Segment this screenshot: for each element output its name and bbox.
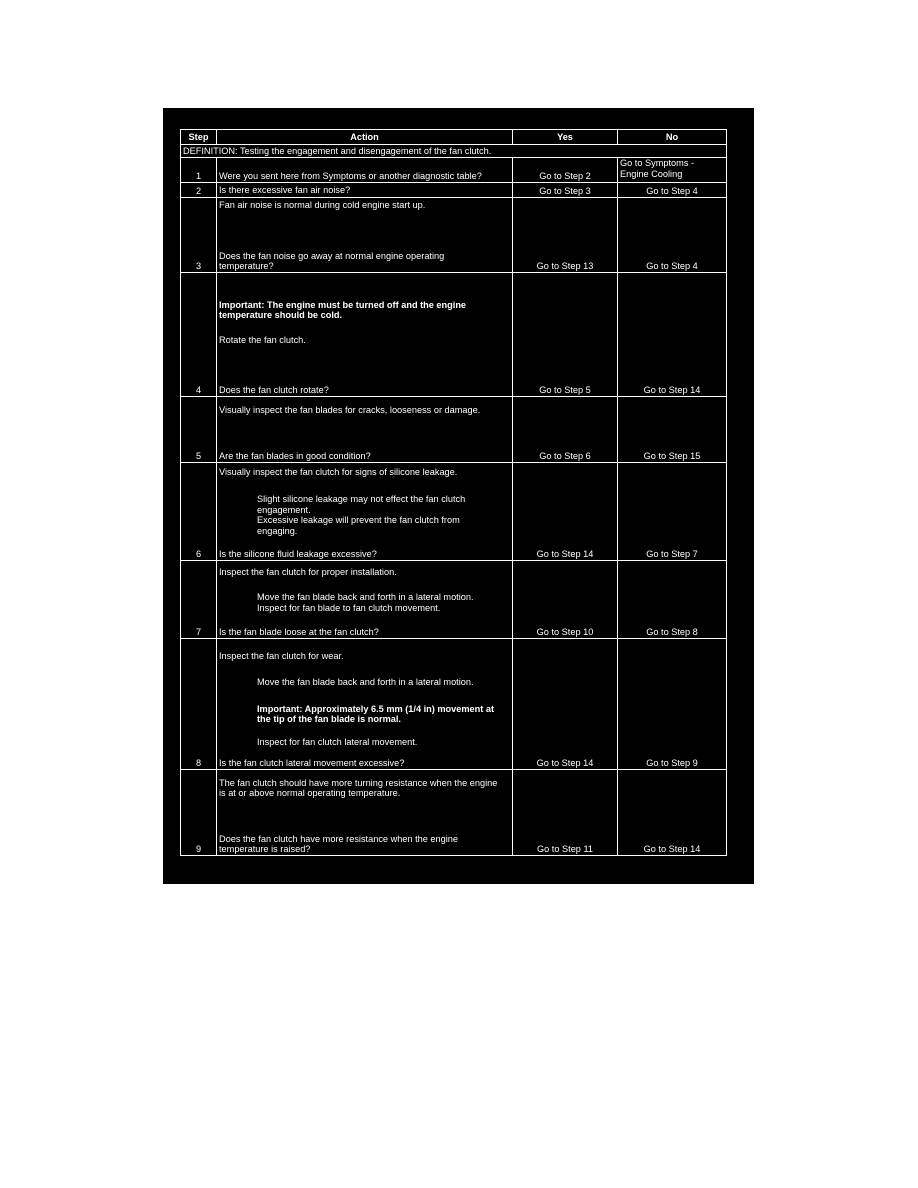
- action-text: Does the fan clutch rotate?: [219, 385, 329, 396]
- yes-cell: Go to Step 11: [513, 770, 618, 856]
- action-text: Move the fan blade back and forth in a lateral motion.: [257, 677, 474, 688]
- action-text: Inspect for fan clutch lateral movement.: [257, 736, 418, 747]
- action-cell: [217, 463, 513, 561]
- table-row: [181, 158, 727, 183]
- no-cell: Go to Step 7: [618, 463, 727, 561]
- action-text: is at or above normal operating temperature.: [219, 788, 401, 799]
- action-text: Fan air noise is normal during cold engine start up.: [219, 200, 426, 211]
- action-text: the tip of the fan blade is normal.: [257, 714, 401, 725]
- header-no: No: [618, 130, 727, 145]
- action-text: temperature?: [219, 261, 274, 272]
- table-row: [181, 463, 727, 561]
- action-cell: [217, 158, 513, 183]
- action-text: Slight silicone leakage may not effect the fan clutch: [257, 494, 466, 505]
- action-text: Does the fan clutch have more resistance when the engine: [219, 833, 459, 844]
- action-text: Were you sent here from Symptoms or another diagnostic table?: [219, 171, 482, 182]
- action-text: Is the fan blade loose at the fan clutch?: [219, 627, 379, 638]
- action-text: Is the fan clutch lateral movement excessive?: [219, 758, 405, 769]
- action-text: Does the fan noise go away at normal engine operating: [219, 250, 445, 261]
- table-row: [181, 770, 727, 856]
- yes-cell: Go to Step 10: [513, 561, 618, 639]
- yes-cell: Go to Step 2: [513, 158, 618, 183]
- action-cell: [217, 397, 513, 463]
- table-row: [181, 198, 727, 273]
- yes-cell: Go to Step 13: [513, 198, 618, 273]
- step-number: 9: [181, 770, 217, 856]
- action-cell: [217, 183, 513, 198]
- action-cell: [217, 561, 513, 639]
- table-row: [181, 273, 727, 397]
- action-text: temperature is raised?: [219, 844, 311, 855]
- action-cell: [217, 273, 513, 397]
- action-text: Inspect the fan clutch for wear.: [219, 651, 344, 662]
- no-text: Engine Cooling: [620, 168, 683, 179]
- step-number: 5: [181, 397, 217, 463]
- table-row: [181, 639, 727, 770]
- step-number: 6: [181, 463, 217, 561]
- document-panel: [163, 108, 754, 884]
- table-row: [181, 183, 727, 198]
- action-text: Important: Approximately 6.5 mm (1/4 in) movement at: [257, 703, 495, 714]
- yes-cell: Go to Step 3: [513, 183, 618, 198]
- table-row: [181, 561, 727, 639]
- no-cell: Go to Step 9: [618, 639, 727, 770]
- no-cell: [618, 158, 727, 183]
- action-cell: [217, 198, 513, 273]
- action-text: The fan clutch should have more turning resistance when the engine: [219, 777, 498, 788]
- step-number: 3: [181, 198, 217, 273]
- action-text: Is the silicone fluid leakage excessive?: [219, 549, 377, 560]
- action-text: Is there excessive fan air noise?: [219, 184, 351, 195]
- definition-row: [181, 145, 727, 158]
- yes-cell: Go to Step 6: [513, 397, 618, 463]
- definition-text: DEFINITION: Testing the engagement and disengagement of the fan clutch.: [181, 145, 727, 158]
- action-text: Are the fan blades in good condition?: [219, 451, 371, 462]
- step-number: 1: [181, 158, 217, 183]
- action-text: Visually inspect the fan blades for cracks, looseness or damage.: [219, 404, 481, 415]
- action-text: Excessive leakage will prevent the fan clutch from: [257, 515, 460, 526]
- action-text: Inspect the fan clutch for proper installation.: [219, 566, 397, 577]
- header-row: [181, 130, 727, 145]
- no-cell: Go to Step 14: [618, 770, 727, 856]
- no-text: Go to Symptoms -: [620, 158, 695, 168]
- step-number: 7: [181, 561, 217, 639]
- action-text: Move the fan blade back and forth in a lateral motion.: [257, 592, 474, 603]
- action-text: Important: The engine must be turned off and the engine: [219, 299, 467, 310]
- action-text: temperature should be cold.: [219, 310, 343, 321]
- yes-cell: Go to Step 5: [513, 273, 618, 397]
- action-text: Inspect for fan blade to fan clutch movement.: [257, 602, 441, 613]
- yes-cell: Go to Step 14: [513, 463, 618, 561]
- action-text: Visually inspect the fan clutch for signs of silicone leakage.: [219, 467, 458, 478]
- yes-cell: Go to Step 14: [513, 639, 618, 770]
- header-action: Action: [217, 130, 513, 145]
- diagnostic-table: [180, 129, 727, 856]
- no-cell: Go to Step 4: [618, 183, 727, 198]
- step-number: 4: [181, 273, 217, 397]
- table-row: [181, 397, 727, 463]
- step-number: 8: [181, 639, 217, 770]
- step-number: 2: [181, 183, 217, 198]
- action-text: engaging.: [257, 525, 298, 536]
- action-text: engagement.: [257, 504, 311, 515]
- header-step: Step: [181, 130, 217, 145]
- no-cell: Go to Step 8: [618, 561, 727, 639]
- no-cell: Go to Step 15: [618, 397, 727, 463]
- action-text: Rotate the fan clutch.: [219, 334, 306, 345]
- action-cell: [217, 770, 513, 856]
- action-cell: [217, 639, 513, 770]
- no-cell: Go to Step 14: [618, 273, 727, 397]
- no-cell: Go to Step 4: [618, 198, 727, 273]
- header-yes: Yes: [513, 130, 618, 145]
